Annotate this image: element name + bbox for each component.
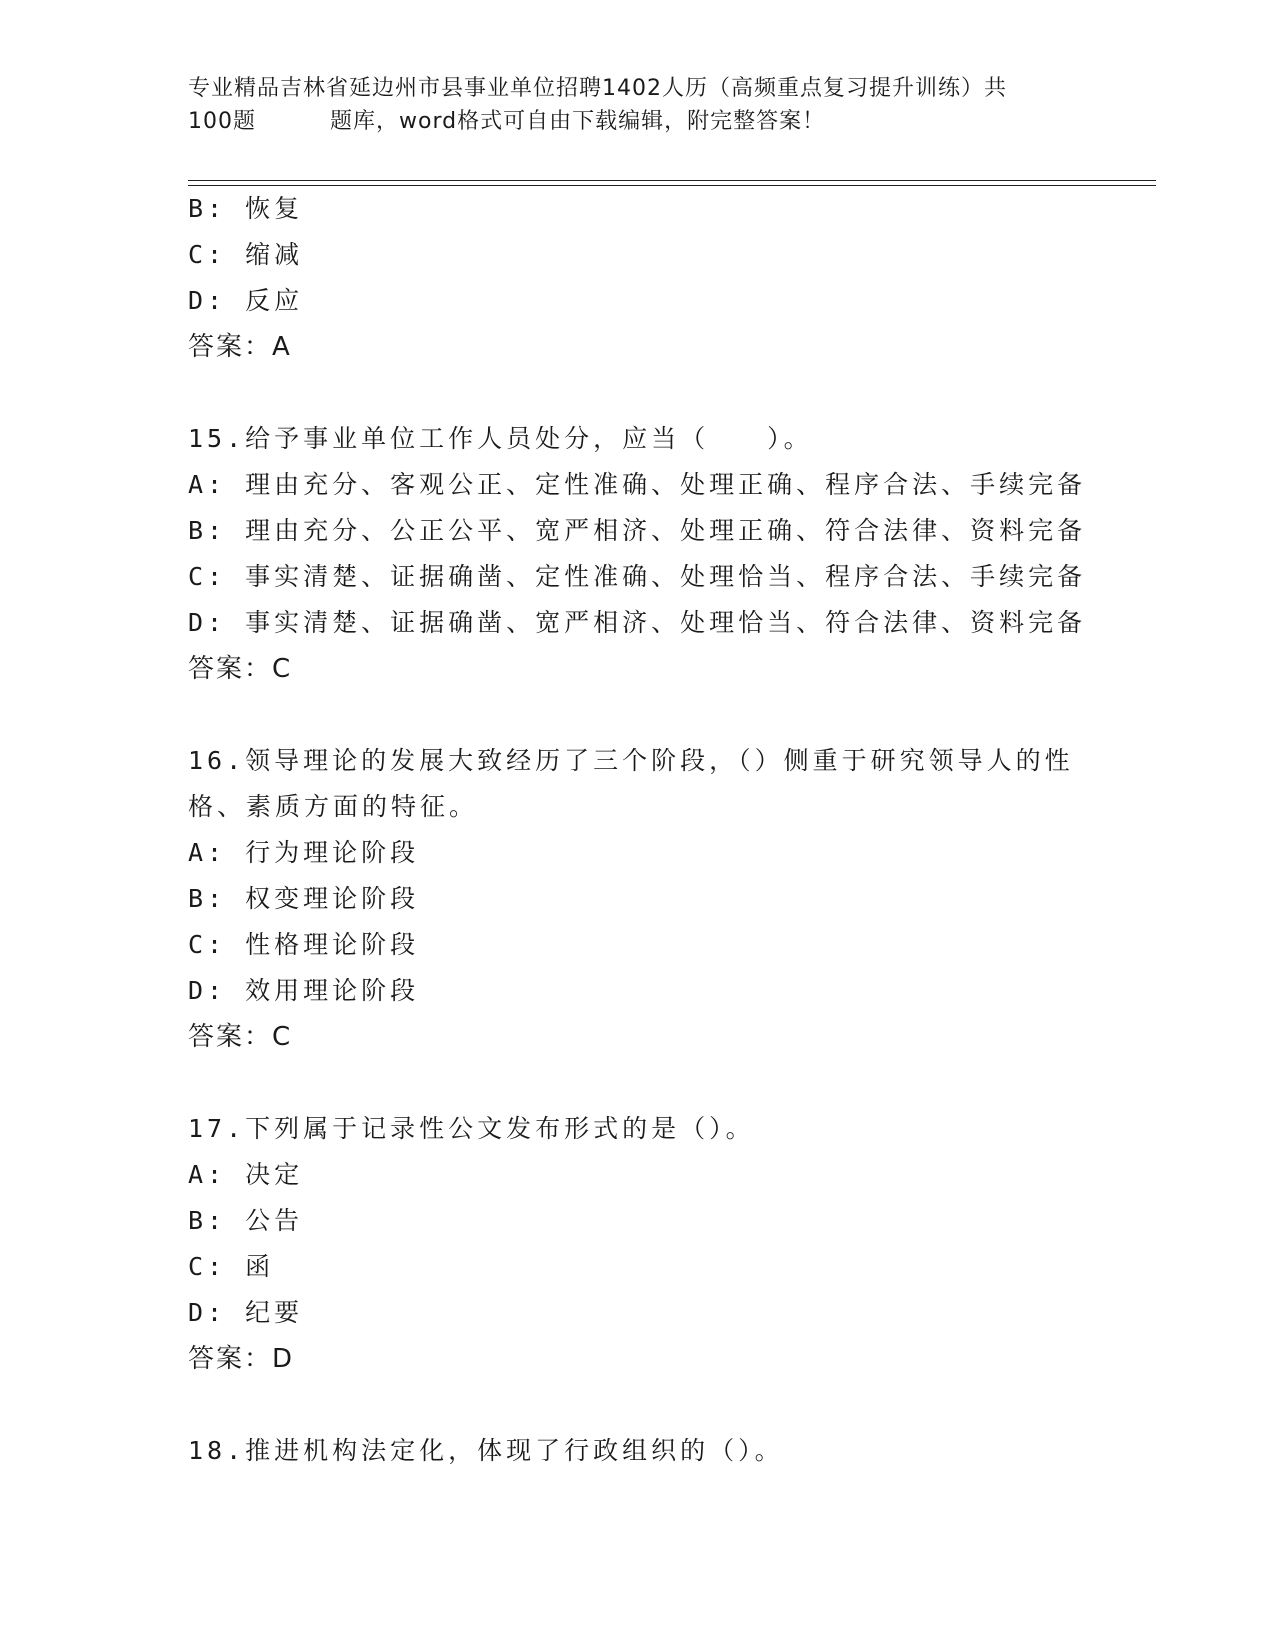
option-b: B: 理由充分、公正公平、宽严相济、处理正确、符合法律、资料完备 — [188, 516, 1087, 545]
header-line-1: 专业精品吉林省延边州市县事业单位招聘1402人历（高频重点复习提升训练）共 — [188, 76, 1007, 101]
option-a: A: 理由充分、客观公正、定性准确、处理正确、程序合法、手续完备 — [188, 470, 1087, 499]
header-line-2 — [188, 105, 1088, 138]
option-b: B: 恢复 — [188, 194, 304, 223]
question-block-15 — [188, 416, 1088, 692]
question-stem-line-1: 16.领导理论的发展大致经历了三个阶段，（）侧重于研究领导人的性 — [188, 746, 1074, 775]
option-a: A: 行为理论阶段 — [188, 838, 420, 867]
answer: 答案：C — [188, 654, 293, 684]
option-b: B: 公告 — [188, 1206, 304, 1235]
question-block-18 — [188, 1428, 1088, 1474]
document-header — [188, 72, 1088, 138]
option-d: D: 效用理论阶段 — [188, 976, 420, 1005]
option-c: C: 函 — [188, 1252, 275, 1281]
question-stem-line-2: 格、素质方面的特征。 — [188, 792, 479, 821]
option-b: B: 权变理论阶段 — [188, 884, 420, 913]
question-block-16 — [188, 738, 1088, 1060]
question-block-17 — [188, 1106, 1088, 1382]
answer: 答案：C — [188, 1022, 293, 1052]
question-stem: 15.给予事业单位工作人员处分，应当（ ）。 — [188, 424, 813, 453]
question-list — [188, 186, 1088, 1474]
header-count: 100题 — [188, 109, 256, 134]
answer: 答案：A — [188, 332, 292, 362]
option-d: D: 事实清楚、证据确凿、宽严相济、处理恰当、符合法律、资料完备 — [188, 608, 1087, 637]
option-d: D: 纪要 — [188, 1298, 304, 1327]
question-stem: 17.下列属于记录性公文发布形式的是（）。 — [188, 1114, 755, 1143]
option-c: C: 性格理论阶段 — [188, 930, 420, 959]
option-a: A: 决定 — [188, 1160, 304, 1189]
option-c: C: 事实清楚、证据确凿、定性准确、处理恰当、程序合法、手续完备 — [188, 562, 1087, 591]
option-c: C: 缩减 — [188, 240, 304, 269]
question-block-14 — [188, 186, 1088, 370]
header-description: 题库，word格式可自由下载编辑，附完整答案！ — [330, 109, 826, 134]
header-divider-top — [188, 180, 1156, 181]
answer: 答案：D — [188, 1344, 295, 1374]
question-stem: 18.推进机构法定化，体现了行政组织的（）。 — [188, 1436, 784, 1465]
option-d: D: 反应 — [188, 286, 304, 315]
